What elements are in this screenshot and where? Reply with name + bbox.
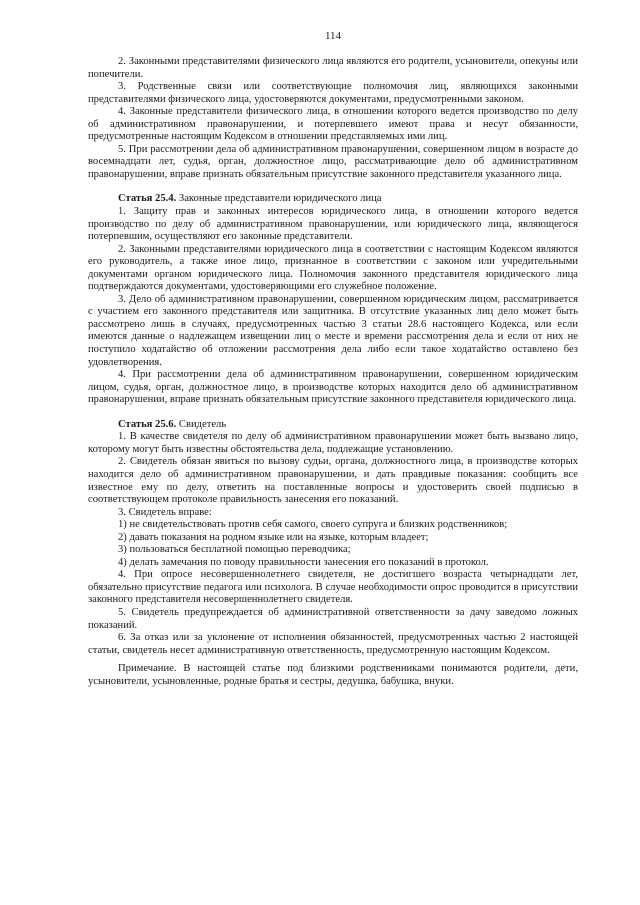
paragraph: 4. При рассмотрении дела об административном правонарушении, совершенном юридическим лицом, судья, орган, должностное лицо, в производстве которых находится дело об административном правонарушении, вправе признать обязательным присутствие законного представителя юридического лица.	[88, 369, 578, 406]
page-number: 114	[324, 30, 342, 42]
paragraph: 3. Свидетель вправе:	[118, 506, 212, 518]
paragraph: 5. При рассмотрении дела об административном правонарушении, совершенном лицом в возрасте до восемнадцати лет, судья, орган, должностное лицо, рассматривающие дело об административном правонарушении, вправе признать обязательным присутствие законного представителя указанного лица.	[88, 143, 578, 180]
paragraph: 3. Дело об административном правонарушении, совершенном юридическим лицом, рассматривается с участием его законного представителя или защитника. В отсутствие указанных лиц дело может быть рассмотрено лишь в случаях, предусмотренных частью 3 статьи 28.6 настоящего Кодекса, или если имеются данные о надлежащем извещении лиц о месте и времени рассмотрения дела и если от них не поступило ходатайство об отложении рассмотрения дела либо если такое ходатайство оставлено без удовлетворения.	[88, 293, 578, 368]
paragraph: 5. Свидетель предупреждается об административной ответственности за дачу заведомо ложных показаний.	[88, 606, 578, 631]
article-title: Свидетель	[176, 418, 227, 430]
article-heading	[88, 193, 578, 206]
paragraph: 1. В качестве свидетеля по делу об административном правонарушении может быть вызвано лицо, которому могут быть известны обстоятельства дела, подлежащие установлению.	[88, 431, 578, 455]
list-item: 1) не свидетельствовать против себя самого, своего супруга и близких родственников;	[118, 519, 508, 531]
article-25-6	[88, 419, 578, 688]
article-25-4	[88, 193, 578, 406]
article-25-3-continuation	[88, 56, 578, 181]
article-number: Статья 25.6.	[118, 418, 177, 430]
paragraph: 4. При опросе несовершеннолетнего свидетеля, не достигшего возраста четырнадцати лет, обязательно присутствие педагога или психолога. В случае необходимости опрос проводится в присутствии законного представителя несовершеннолетнего свидетеля.	[88, 569, 578, 606]
paragraph: 6. За отказ или за уклонение от исполнения обязанностей, предусмотренных частью 2 настоящей статьи, свидетель несет административную ответственность, предусмотренную настоящим Кодексом.	[88, 632, 578, 656]
paragraph: 2. Свидетель обязан явиться по вызову судьи, органа, должностного лица, в производстве которых находится дело об административном правонарушении, и дать правдивые показания: сообщить все известное ему по делу, ответить на поставленные вопросы и удостоверить своей подписью в соответствующем протоколе правильность занесения его показаний.	[88, 456, 578, 506]
article-heading	[88, 419, 578, 432]
paragraph: 1. Защиту прав и законных интересов юридического лица, в отношении которого ведется производство по делу об административном правонарушении, или юридического лица, являющегося потерпевшим, осуществляют его законные представители.	[88, 206, 578, 243]
article-title: Законные представители юридического лица	[176, 193, 382, 205]
paragraph: 2. Законными представителями физического лица являются его родители, усыновители, опекуны или попечители.	[88, 56, 578, 80]
document-page	[88, 30, 578, 688]
paragraph: 2. Законными представителями юридического лица в соответствии с настоящим Кодексом являются его руководитель, а также иное лицо, признанное в соответствии с законом или учредительными документами органом юридического лица. Полномочия законного представителя юридического лица подтверждаются документами, удостоверяющими его служебное положение.	[88, 243, 578, 293]
paragraph: 4. Законные представители физического лица, в отношении которого ведется производство по делу об административном правонарушении, и потерпевшего имеют права и несут обязанности, предусмотренные настоящим Кодексом в отношении представляемых ими лиц.	[88, 106, 578, 143]
list-item: 2) давать показания на родном языке или на языке, которым владеет;	[118, 531, 429, 543]
paragraph: 3. Родственные связи или соответствующие полномочия лиц, являющихся законными представителями физического лица, удостоверяются документами, предусмотренными законом.	[88, 81, 578, 105]
list-item: 3) пользоваться бесплатной помощью переводчика;	[118, 544, 351, 556]
article-number: Статья 25.4.	[118, 193, 177, 205]
list-item: 4) делать замечания по поводу правильности занесения его показаний в протокол.	[118, 556, 489, 568]
note-paragraph: Примечание. В настоящей статье под близкими родственниками понимаются родители, дети, усыновители, усыновленные, родные братья и сестры, дедушка, бабушка, внуки.	[88, 663, 578, 687]
